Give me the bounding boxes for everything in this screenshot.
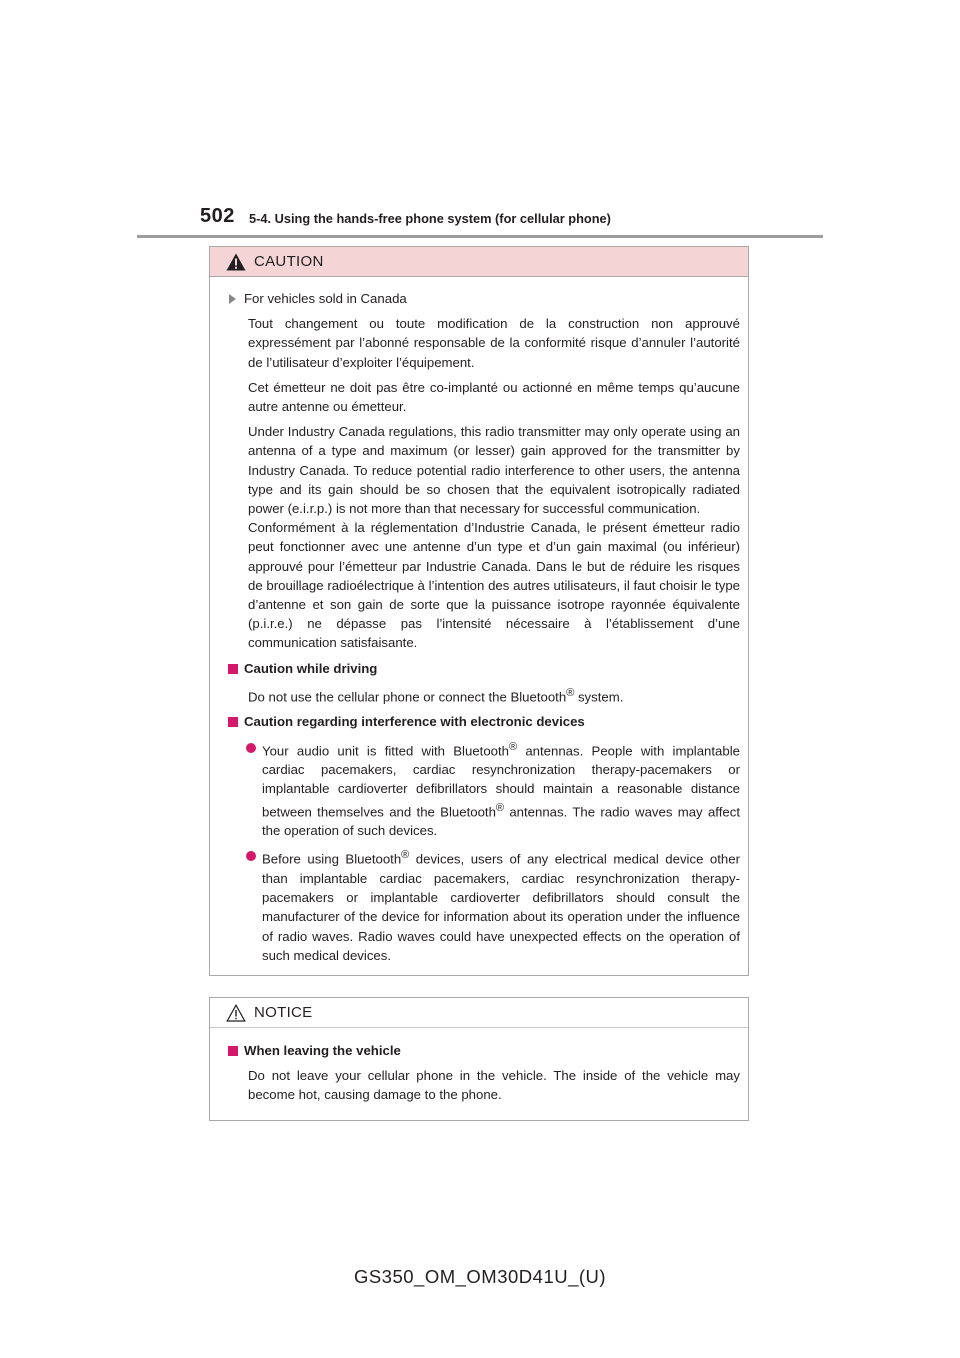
registered-mark: ®: [401, 849, 410, 862]
interference-bullet-1: Your audio unit is fitted with Bluetooth® antennas. People with implantable cardiac pacemakers, cardiac resynchronization therapy-pacemakers or implantable cardioverter defibrillators should maintain a reasonable distance between themselves and the Bluetooth® antennas. The radio waves may affect the operation of such devices.: [262, 738, 740, 841]
notice-label: NOTICE: [254, 1004, 313, 1021]
notice-content: [228, 1041, 740, 1111]
page-header: [137, 203, 823, 238]
section-title: 5-4. Using the hands-free phone system (for cellular phone): [249, 211, 611, 226]
round-bullet-icon: [246, 851, 256, 861]
canada-paragraph-1: Tout changement ou toute modification de la construction non approuvé expressément par l’abonné responsable de la conformité risque d’annuler l’autorité de l’utilisateur d’exploiter l’équipement.: [248, 316, 740, 370]
registered-mark: ®: [566, 686, 575, 699]
warning-triangle-outline-icon: [226, 1004, 246, 1022]
caution-box: [209, 246, 749, 976]
square-bullet-icon: [228, 1046, 238, 1056]
registered-mark: ®: [508, 740, 518, 753]
notice-header: [210, 998, 748, 1028]
notice-text: Do not leave your cellular phone in the vehicle. The inside of the vehicle may become hot, causing damage to the phone.: [248, 1068, 740, 1103]
notice-heading: When leaving the vehicle: [228, 1041, 740, 1060]
canada-paragraph-4: Conformément à la réglementation d’Industrie Canada, le présent émetteur radio peut fonctionner avec une antenne d’un type et d’un gain maximal (ou inférieur) approuvé pour l’émetteur par Industrie Canada. Dans le but de réduire les risques de brouillage radioélectrique à l’intention des autres utilisateurs, il faut choisir le type d’antenne et son gain de sorte que la puissance isotrope rayonnée équivalente (p.i.r.e.) ne dépasse pas l’intensité nécessaire à l’établissement d’une communication satisfaisante.: [248, 520, 740, 651]
caution-label: CAUTION: [254, 253, 324, 270]
registered-mark: ®: [495, 801, 505, 814]
caution-header: [210, 247, 748, 277]
document-code: GS350_OM_OM30D41U_(U): [353, 1266, 607, 1287]
canada-paragraph-3: Under Industry Canada regulations, this radio transmitter may only operate using an antenna of a type and maximum (or lesser) gain approved for the transmitter by Industry Canada. To reduce potential radio interference to other users, the antenna type and its gain should be so chosen that the equivalent isotropically radiated power (e.i.r.p.) is not more than that necessary for successful communication.: [248, 424, 740, 517]
caution-content: [228, 289, 740, 971]
driving-heading: Caution while driving: [228, 659, 740, 678]
canada-paragraph-2: Cet émetteur ne doit pas être co-implanté ou actionné en même temps qu’aucune autre antenne ou émetteur.: [248, 379, 740, 415]
round-bullet-icon: [246, 743, 256, 753]
driving-text: Do not use the cellular phone or connect the Bluetooth® system.: [248, 686, 624, 705]
square-bullet-icon: [228, 717, 238, 727]
triangle-bullet-icon: [229, 294, 236, 304]
interference-heading: Caution regarding interference with electronic devices: [228, 712, 740, 731]
interference-bullet-2: Before using Bluetooth® devices, users of any electrical medical device other than implantable cardiac pacemakers, cardiac resynchronization therapy-pacemakers or implantable cardioverter defibrillators should consult the manufacturer of the device for information about its operation under the influence of radio waves. Radio waves could have unexpected effects on the operation of such medical devices.: [262, 846, 740, 965]
page-number: 502: [200, 205, 235, 227]
canada-heading: For vehicles sold in Canada: [228, 289, 740, 308]
square-bullet-icon: [228, 664, 238, 674]
warning-triangle-icon: [226, 253, 246, 271]
notice-box: [209, 997, 749, 1121]
